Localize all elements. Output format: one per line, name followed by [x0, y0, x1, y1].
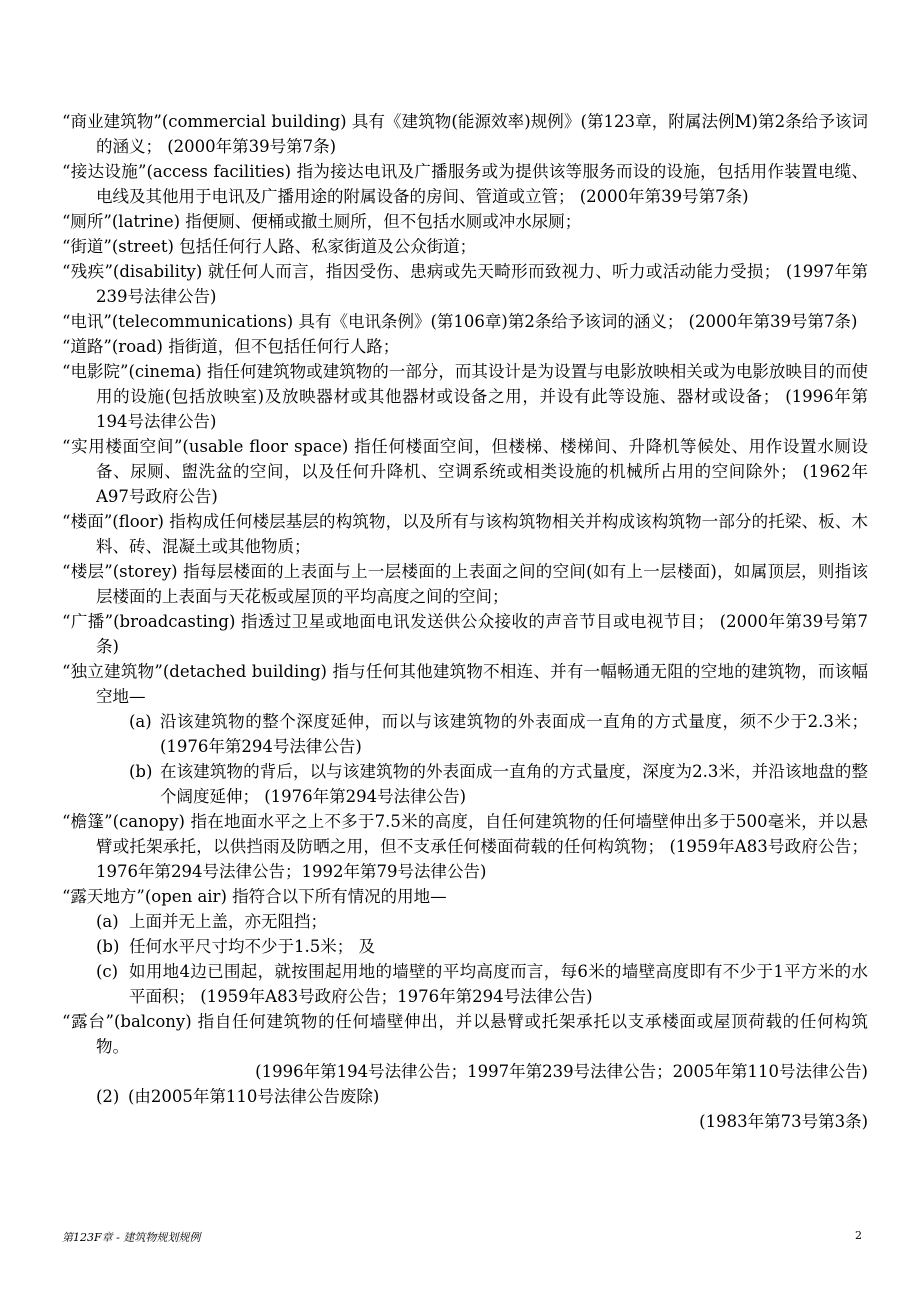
item-label: (a)	[96, 912, 119, 931]
item-text: 在该建筑物的背后，以与该建筑物的外表面成一直角的方式量度，深度为2.3米，并沿该地盘的整个阔度延伸； (1976年第294号法律公告)	[160, 762, 868, 806]
definition-text: 指透过卫星或地面电讯发送供公众接收的声音节目或电视节目； (2000年第39号第7条)	[96, 612, 868, 656]
definition-text: 具有《电讯条例》(第106章)第2条给予该词的涵义； (2000年第39号第7条)	[293, 312, 858, 331]
definition-entry	[62, 509, 868, 559]
item-label: (b)	[129, 762, 153, 781]
definition-term: “电影院”(cinema)	[62, 362, 202, 381]
definition-entry	[62, 609, 868, 659]
definition-balcony	[62, 1009, 868, 1059]
definition-text: 包括任何行人路、私家街道及公众街道；	[173, 237, 477, 256]
definition-text: 具有《建筑物(能源效率)规例》(第123章，附属法例M)第2条给予该词的涵义； (2000年第39号第7条)	[96, 112, 868, 156]
list-item	[62, 909, 868, 934]
definition-term: “商业建筑物”(commercial building)	[62, 112, 347, 131]
definition-text: 指任何楼面空间，但楼梯、楼梯间、升降机等候处、用作设置水厕设备、尿厕、盥洗盆的空间，以及任何升降机、空调系统或相类设施的机械所占用的空间除外； (1962年A97号政府公告)	[96, 437, 869, 506]
item-text: 任何水平尺寸均不少于1.5米； 及	[129, 937, 375, 956]
section-source-note: (1983年第73号第3条)	[699, 1112, 868, 1131]
definition-entry	[62, 884, 868, 909]
definition-text: 指自任何建筑物的任何墙壁伸出，并以悬臂或托架承托以支承楼面或屋顶荷载的任何构筑物。	[96, 1012, 868, 1056]
open-air-items	[62, 909, 868, 1009]
definition-entry	[62, 359, 868, 434]
definition-text: 指任何建筑物或建筑物的一部分，而其设计是为设置与电影放映相关或为电影放映目的而使用的设施(包括放映室)及放映器材或其他器材或设备之用，并设有此等设施、器材或设备； (1996年第194号法律公告)	[96, 362, 869, 431]
definition-term: “广播”(broadcasting)	[62, 612, 236, 631]
item-label: (b)	[96, 937, 120, 956]
definition-text: 指每层楼面的上表面与上一层楼面的上表面之间的空间(如有上一层楼面)，如属顶层，则指该层楼面的上表面与天花板或屋顶的平均高度之间的空间；	[96, 562, 868, 606]
item-text: 如用地4边已围起，就按围起用地的墙壁的平均高度而言，每6米的墙壁高度即有不少于1平方米的水平面积； (1959年A83号政府公告；1976年第294号法律公告)	[129, 962, 868, 1006]
definition-text: 指符合以下所有情况的用地—	[226, 887, 447, 906]
definition-term: “电讯”(telecommunications)	[62, 312, 294, 331]
definition-entry	[62, 259, 868, 309]
page-number: 2	[855, 1229, 862, 1242]
item-label: (c)	[96, 962, 119, 981]
definition-entry	[62, 309, 868, 334]
definition-term: “残疾”(disability)	[62, 262, 203, 281]
definition-term: “楼层”(storey)	[62, 562, 178, 581]
definition-text: 指街道，但不包括任何行人路；	[162, 337, 400, 356]
definition-entry	[62, 434, 868, 509]
definition-text: 指构成任何楼层基层的构筑物，以及所有与该构筑物相关并构成该构筑物一部分的托梁、板、木料、砖、混凝土或其他物质；	[96, 512, 868, 556]
definition-term: “街道”(street)	[62, 237, 174, 256]
document-body	[62, 109, 868, 1134]
definition-entry	[62, 109, 868, 159]
definition-entry	[62, 559, 868, 609]
definition-text: 指便厕、便桶或撤土厕所，但不包括水厕或冲水尿厕；	[180, 212, 582, 231]
definitions-list	[62, 109, 868, 709]
subsection-text: (由2005年第110号法律公告废除)	[128, 1087, 380, 1106]
list-item	[62, 934, 868, 959]
definition-text: 指在地面水平之上不多于7.5米的高度，自任何建筑物的任何墙壁伸出多于500毫米，并以悬臂或托架承托，以供挡雨及防晒之用，但不支承任何楼面荷载的任何构筑物； (1959年A83号政府公告；1976年第294号法律公告；1992年第79号法律公告)	[96, 812, 868, 881]
list-item	[62, 959, 868, 1009]
definition-term: “露天地方”(open air)	[62, 887, 227, 906]
item-text: 沿该建筑物的整个深度延伸，而以与该建筑物的外表面成一直角的方式量度，须不少于2.3米； (1976年第294号法律公告)	[160, 712, 868, 756]
amendment-note: (1996年第194号法律公告；1997年第239号法律公告；2005年第110号法律公告)	[255, 1062, 868, 1081]
definition-entry	[62, 659, 868, 709]
definition-term: “檐篷”(canopy)	[62, 812, 185, 831]
definition-term: “道路”(road)	[62, 337, 163, 356]
definition-term: “厕所”(latrine)	[62, 212, 181, 231]
item-label: (a)	[129, 712, 152, 731]
definition-entry	[62, 159, 868, 209]
definition-entry	[62, 334, 868, 359]
definition-term: “露台”(balcony)	[62, 1012, 192, 1031]
detached-building-items	[62, 709, 868, 809]
subsection-2	[62, 1084, 868, 1109]
definition-entry	[62, 809, 868, 884]
item-text: 上面并无上盖，亦无阻挡；	[129, 912, 327, 931]
definition-term: “楼面”(floor)	[62, 512, 164, 531]
definition-term: “独立建筑物”(detached building)	[62, 662, 327, 681]
definition-entry	[62, 234, 868, 259]
definition-term: “接达设施”(access facilities)	[62, 162, 292, 181]
list-item	[62, 759, 868, 809]
definition-text: 就任何人而言，指因受伤、患病或先天畸形而致视力、听力或活动能力受损； (1997年第239号法律公告)	[96, 262, 868, 306]
subsection-label: (2)	[96, 1087, 120, 1106]
footer-chapter-title: 第123F章 - 建筑物规划规例	[62, 1231, 201, 1244]
definitions-list-continued	[62, 809, 868, 909]
list-item	[62, 709, 868, 759]
definition-text: 指与任何其他建筑物不相连、并有一幅畅通无阻的空地的建筑物，而该幅空地—	[96, 662, 868, 706]
definition-entry	[62, 209, 868, 234]
definition-term: “实用楼面空间”(usable floor space)	[62, 437, 349, 456]
definition-text: 指为接达电讯及广播服务或为提供该等服务而设的设施，包括用作装置电缆、电线及其他用于电讯及广播用途的附属设备的房间、管道或立管； (2000年第39号第7条)	[96, 162, 868, 206]
